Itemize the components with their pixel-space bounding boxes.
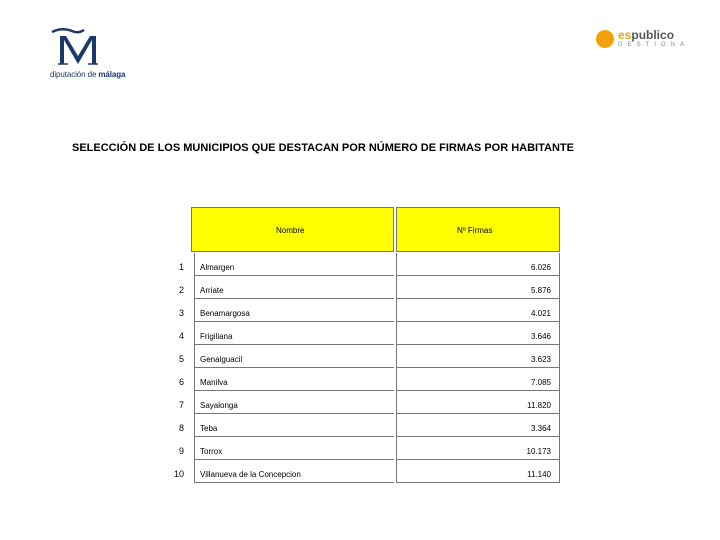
column-header-firmas-label: Nº Firmas xyxy=(457,226,493,235)
cell-firmas-text: 11.140 xyxy=(527,470,551,479)
column-header-nombre-label: Nombre xyxy=(276,226,305,235)
row-number: 4 xyxy=(178,331,184,341)
cell-nombre xyxy=(194,437,394,460)
table-row xyxy=(0,414,720,437)
row-number: 9 xyxy=(178,446,184,456)
cell-firmas-text: 5.876 xyxy=(530,286,551,295)
diputacion-malaga-logo xyxy=(48,26,138,86)
cell-nombre-text: Torrox xyxy=(200,447,223,456)
row-number: 5 xyxy=(178,354,184,364)
cell-firmas xyxy=(396,437,560,460)
cell-nombre-text: Almargen xyxy=(200,263,235,272)
cell-nombre-text: Sayalonga xyxy=(200,401,238,410)
cell-firmas-text: 6.026 xyxy=(530,263,551,272)
espublico-logo xyxy=(594,26,690,54)
cell-nombre xyxy=(194,299,394,322)
cell-firmas xyxy=(396,368,560,391)
cell-firmas-text: 11.820 xyxy=(527,401,551,410)
cell-nombre-text: Manilva xyxy=(200,378,228,387)
cell-firmas xyxy=(396,460,560,483)
cell-nombre xyxy=(194,414,394,437)
cell-nombre xyxy=(194,460,394,483)
cell-firmas-text: 3.364 xyxy=(530,424,551,433)
brand-name xyxy=(618,28,674,42)
table-row xyxy=(0,368,720,391)
cell-firmas xyxy=(396,391,560,414)
cell-firmas xyxy=(396,345,560,368)
cell-nombre xyxy=(194,322,394,345)
cell-nombre xyxy=(194,391,394,414)
row-number: 2 xyxy=(178,285,184,295)
table-row xyxy=(0,437,720,460)
cell-nombre-text: Arriate xyxy=(200,286,224,295)
cell-nombre-text: Teba xyxy=(200,424,218,433)
page-title: SELECCIÓN DE LOS MUNICIPIOS QUE DESTACAN POR NÚMERO DE FIRMAS POR HABITANTE xyxy=(72,142,574,154)
table-row xyxy=(0,253,720,276)
cell-nombre xyxy=(194,345,394,368)
cell-nombre-text: Frigiliana xyxy=(200,332,233,341)
row-number: 3 xyxy=(178,308,184,318)
org-prefix: diputación de xyxy=(50,70,99,79)
cell-nombre xyxy=(194,276,394,299)
cell-firmas xyxy=(396,414,560,437)
cell-firmas-text: 4.021 xyxy=(530,309,551,318)
cell-firmas-text: 3.623 xyxy=(530,355,551,364)
row-number: 7 xyxy=(178,400,184,410)
cell-nombre-text: Genalguacil xyxy=(200,355,243,364)
cell-firmas xyxy=(396,253,560,276)
cell-firmas-text: 3.646 xyxy=(530,332,551,341)
table-row xyxy=(0,391,720,414)
column-header-firmas xyxy=(396,207,560,252)
cell-nombre-text: Villanueva de la Concepcion xyxy=(200,470,301,479)
brand-accent: es xyxy=(618,28,632,42)
row-number: 1 xyxy=(178,262,184,272)
m-logo-icon xyxy=(48,26,118,68)
org-name xyxy=(50,70,125,79)
row-number: 6 xyxy=(178,377,184,387)
brand-rest: publico xyxy=(631,28,675,42)
row-number: 8 xyxy=(178,423,184,433)
brand-tagline: GESTIONA xyxy=(618,42,690,48)
row-number: 10 xyxy=(173,469,184,479)
column-header-nombre xyxy=(191,207,394,252)
espublico-mark-icon xyxy=(596,30,614,48)
table-row xyxy=(0,345,720,368)
cell-nombre xyxy=(194,368,394,391)
cell-firmas-text: 7.085 xyxy=(530,378,551,387)
cell-firmas xyxy=(396,276,560,299)
table-row xyxy=(0,299,720,322)
cell-firmas xyxy=(396,299,560,322)
cell-firmas xyxy=(396,322,560,345)
cell-firmas-text: 10.173 xyxy=(526,447,551,456)
org-bold: málaga xyxy=(98,70,126,79)
table-row xyxy=(0,276,720,299)
cell-nombre xyxy=(194,253,394,276)
table-row xyxy=(0,322,720,345)
cell-nombre-text: Benamargosa xyxy=(200,309,250,318)
table-row xyxy=(0,460,720,483)
